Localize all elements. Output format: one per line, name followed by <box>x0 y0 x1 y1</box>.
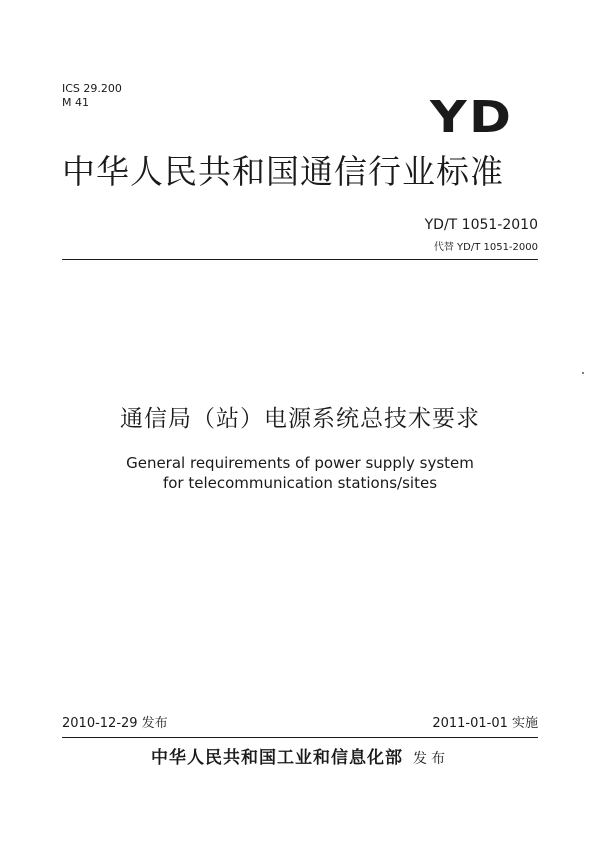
publisher <box>0 746 600 771</box>
implementation-date: 2011-01-01 实施 <box>432 716 538 731</box>
classification-codes <box>62 82 122 110</box>
title-english-line-2: for telecommunication stations/sites <box>162 474 438 492</box>
header-divider <box>62 259 538 260</box>
document-title-chinese: 通信局（站）电源系统总技术要求 <box>120 406 480 432</box>
standard-number: YD/T 1051-2010 <box>424 217 538 233</box>
ccs-code: M 41 <box>62 96 89 109</box>
ics-code: ICS 29.200 <box>62 82 122 95</box>
document-title-english <box>0 453 600 493</box>
publisher-organization: 中华人民共和国工业和信息化部 <box>151 748 403 768</box>
scan-speck <box>582 372 584 374</box>
title-english-line-1: General requirements of power supply system <box>126 454 474 472</box>
replaces-standard: 代替 YD/T 1051-2000 <box>433 242 538 253</box>
publisher-action: 发布 <box>413 751 449 767</box>
footer-divider <box>62 737 538 738</box>
standard-category: 中华人民共和国通信行业标准 <box>62 152 504 191</box>
issue-date: 2010-12-29 发布 <box>62 716 168 731</box>
yd-logo: YD <box>430 92 514 143</box>
